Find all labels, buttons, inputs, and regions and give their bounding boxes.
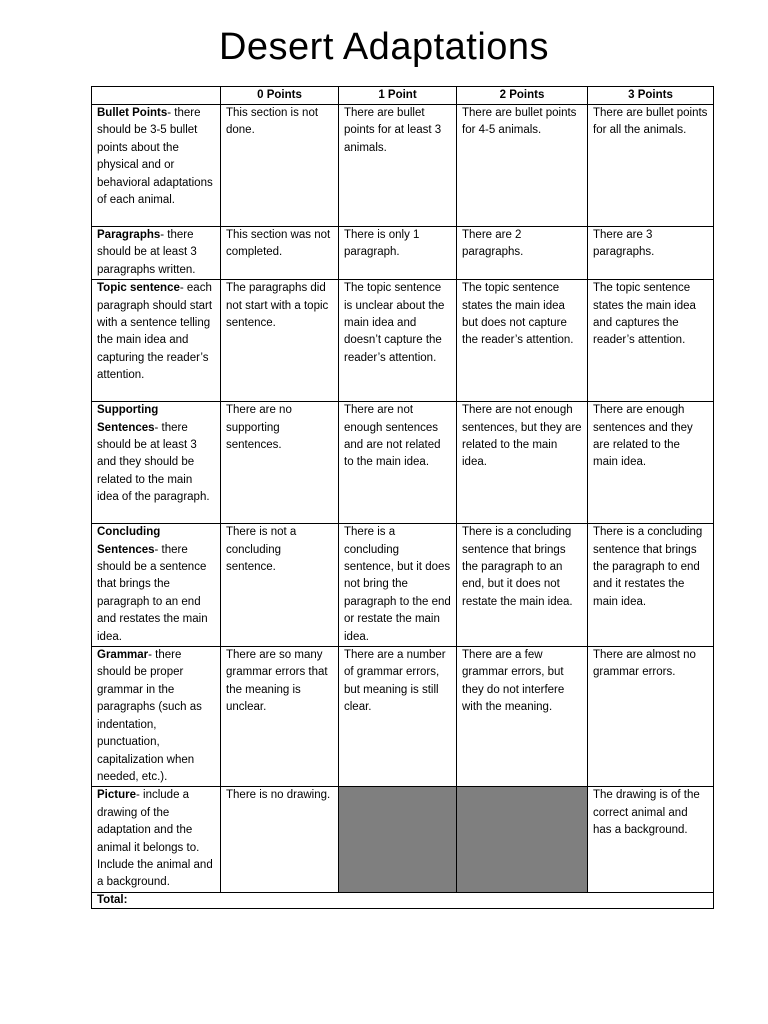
score-0-cell: There are so many grammar errors that the meaning is unclear. xyxy=(221,647,339,787)
score-2-cell: There is a concluding sentence that brings the paragraph to an end, but it does not restate the main idea. xyxy=(457,524,588,647)
total-label: Total: xyxy=(97,893,128,906)
criterion-cell xyxy=(92,227,221,280)
page-title: Desert Adaptations xyxy=(218,26,550,68)
score-3-cell: The drawing is of the correct animal and has a background. xyxy=(588,787,714,892)
criterion-description: - include a drawing of the adaptation and the animal it belongs to. Include the animal and a background. xyxy=(97,789,213,889)
score-3-cell: There are bullet points for all the animals. xyxy=(588,105,714,227)
total-row xyxy=(92,892,714,908)
criterion-cell xyxy=(92,402,221,524)
score-1-cell: There are not enough sentences and are not related to the main idea. xyxy=(339,402,457,524)
criterion-name: Topic sentence xyxy=(97,282,180,295)
shaded-cell xyxy=(457,787,588,892)
criterion-description: - there should be proper grammar in the paragraphs (such as indentation, punctuation, capitalization when needed, etc.). xyxy=(97,649,202,783)
score-3-cell: There are almost no grammar errors. xyxy=(588,647,714,787)
criterion-name: Concluding Sentences xyxy=(97,526,161,556)
score-0-cell: There are no supporting sentences. xyxy=(221,402,339,524)
score-1-cell: There are a number of grammar errors, but meaning is still clear. xyxy=(339,647,457,787)
score-1-cell: There are bullet points for at least 3 animals. xyxy=(339,105,457,227)
criterion-cell xyxy=(92,524,221,647)
score-2-cell: There are not enough sentences, but they are related to the main idea. xyxy=(457,402,588,524)
rubric-row-topic-sentence xyxy=(92,280,714,402)
criterion-name: Grammar xyxy=(97,649,149,662)
criterion-description: - each paragraph should start with a sentence telling the main idea and capturing the reader’s attention. xyxy=(97,282,213,382)
score-1-cell: There is a concluding sentence, but it does not bring the paragraph to the end or restate the main idea. xyxy=(339,524,457,647)
criterion-cell xyxy=(92,787,221,892)
score-3-cell: There are 3 paragraphs. xyxy=(588,227,714,280)
score-3-cell: There are enough sentences and they are related to the main idea. xyxy=(588,402,714,524)
rubric-row-paragraphs xyxy=(92,227,714,280)
rubric-row-picture xyxy=(92,787,714,892)
criterion-name: Supporting Sentences xyxy=(97,404,159,434)
score-3-cell: There is a concluding sentence that brings the paragraph to end and it restates the main idea. xyxy=(588,524,714,647)
criterion-cell xyxy=(92,280,221,402)
header-3-points: 3 Points xyxy=(588,87,714,105)
header-row xyxy=(92,87,714,105)
shaded-cell xyxy=(339,787,457,892)
score-0-cell: This section is not done. xyxy=(221,105,339,227)
header-1-point: 1 Point xyxy=(339,87,457,105)
criterion-name: Paragraphs xyxy=(97,229,161,241)
rubric-table xyxy=(91,86,714,909)
header-2-points: 2 Points xyxy=(457,87,588,105)
score-3-cell: The topic sentence states the main idea and captures the reader’s attention. xyxy=(588,280,714,402)
criterion-description: - there should be 3-5 bullet points about the physical and or behavioral adaptations of each animal. xyxy=(97,107,213,207)
criterion-name: Picture xyxy=(97,789,136,802)
criterion-description: - there should be a sentence that brings the paragraph to an end and restates the main idea. xyxy=(97,543,208,643)
score-0-cell: There is not a concluding sentence. xyxy=(221,524,339,647)
score-0-cell: There is no drawing. xyxy=(221,787,339,892)
rubric-row-concluding-sentences xyxy=(92,524,714,647)
score-2-cell: The topic sentence states the main idea but does not capture the reader’s attention. xyxy=(457,280,588,402)
header-0-points: 0 Points xyxy=(221,87,339,105)
criterion-description: - there should be at least 3 paragraphs written. xyxy=(97,229,197,276)
rubric-row-supporting-sentences xyxy=(92,402,714,524)
score-1-cell: There is only 1 paragraph. xyxy=(339,227,457,280)
score-0-cell: The paragraphs did not start with a topic sentence. xyxy=(221,280,339,402)
total-cell xyxy=(92,892,714,908)
score-2-cell: There are bullet points for 4-5 animals. xyxy=(457,105,588,227)
score-2-cell: There are 2 paragraphs. xyxy=(457,227,588,280)
rubric-row-grammar xyxy=(92,647,714,787)
rubric-row-bullet-points xyxy=(92,105,714,227)
criterion-name: Bullet Points xyxy=(97,107,168,119)
criterion-cell xyxy=(92,105,221,227)
score-1-cell: The topic sentence is unclear about the main idea and doesn’t capture the reader’s attention. xyxy=(339,280,457,402)
header-criteria xyxy=(92,87,221,105)
criterion-cell xyxy=(92,647,221,787)
criterion-description: - there should be at least 3 and they should be related to the main idea of the paragraph. xyxy=(97,421,210,504)
score-2-cell: There are a few grammar errors, but they do not interfere with the meaning. xyxy=(457,647,588,787)
score-0-cell: This section was not completed. xyxy=(221,227,339,280)
